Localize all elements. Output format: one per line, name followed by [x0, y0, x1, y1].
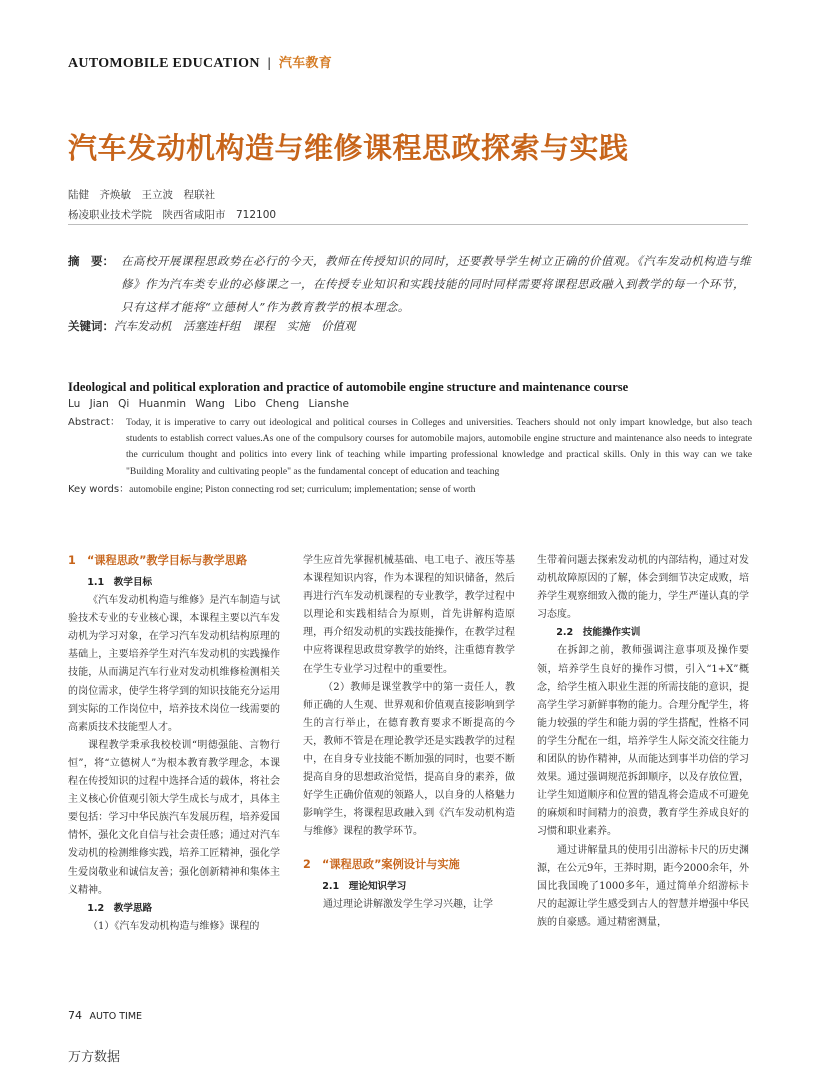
affiliation: 杨凌职业技术学院 陕西省咸阳市 712100 [68, 209, 277, 221]
article-title: 汽车发动机构造与维修课程思政探索与实践 [68, 131, 629, 165]
paragraph: （1）《汽车发动机构造与维修》课程的 [88, 920, 260, 932]
paragraph: 通过讲解量具的使用引出游标卡尺的历史渊源，在公元9年，王莽时期，距今2000余年，外国比我国晚了1000多年，通过简单介绍游标卡尺的起源让学生感受到古人的智慧并增强中华民族的自豪感。通过精密测量， [537, 844, 749, 928]
page-footer [68, 1009, 142, 1022]
paragraph: 生带着问题去探索发动机的内部结构，通过对发动机故障原因的了解，体会到细节决定成败，培养学生观察细致入微的能力，学生严谨认真的学习态度。 [537, 555, 749, 621]
body-column-1 [68, 552, 280, 936]
page-number: 74 [68, 1009, 82, 1022]
keywords-en-label: Key words： [68, 484, 130, 495]
paragraph: 在拆卸之前，教师强调注意事项及操作要领，培养学生良好的操作习惯，引入“1+X”概念，给学生植入职业生涯的所需技能的意识，提高学生学习新鲜事物的能力。合理分配学生，将能力较强的学生和能力弱的学生搭配，性格不同的学生分配在一组，培养学生人际交流交往能力和团队的协作精神，从而能达到事半功倍的学习效果。通过强调规范拆卸顺序，以及存放位置，让学生知道顺序和位置的错乱将会造成不可避免的麻烦和时间精力的浪费，教育学生养成良好的习惯和职业素养。 [537, 645, 749, 838]
body-column-2 [303, 552, 515, 914]
english-authors: Lu Jian Qi Huanmin Wang Libo Cheng Lianshe [68, 398, 349, 410]
abstract-cn-text: 在高校开展课程思政势在必行的今天，教师在传授知识的同时，还要教导学生树立正确的价值观。《汽车发动机构造与维修》作为汽车类专业的必修课之一，在传授专业知识和实践技能的同时同样需要将课程思政融入到教学的每一个环节，只有这样才能将“立德树人”作为教育教学的根本理念。 [121, 254, 752, 314]
section-heading-1: 1 “课程思政”教学目标与教学思路 [68, 554, 248, 567]
keywords-en-text: automobile engine; Piston connecting rod set; curriculum; implementation; sense of worth [129, 484, 476, 495]
paragraph: 通过理论讲解激发学生学习兴趣，让学 [323, 898, 493, 910]
keywords-cn [68, 318, 356, 334]
body-column-3 [537, 552, 749, 932]
abstract-cn-label: 摘 要： [68, 254, 114, 268]
paragraph: 课程教学秉承我校校训“明德强能、言物行恒”，将“立德树人”为根本教育教学理念，本课程在传授知识的过程中选择合适的载体，将社会主义核心价值观引领大学生成长与成才，具体主要包括：学习中华民族汽车发展历程，培养爱国情怀，强化文化自信与社会责任感；通过对汽车发动机的检测维修实践，培养工匠精神，强化学生爱岗敬业和诚信友善；强化创新精神和集体主义精神。 [68, 739, 280, 896]
section-heading-2: 2 “课程思政”案例设计与实施 [303, 857, 460, 871]
header-en: AUTOMOBILE EDUCATION [68, 56, 260, 71]
author-list: 陆健 齐焕敏 王立波 程联社 [68, 189, 215, 201]
header-divider [68, 224, 748, 225]
abstract-en-text: Today, it is imperative to carry out ideological and political courses in Colleges and universities. Teachers should not only impart knowledge, but also teach students to establish correct values.As one of the compulsory courses for automobile majors, automobile engine structure and maintenance also needs to integrate the curriculum thought and politics into every link of teaching while imparting professional knowledge and practical skills. Only in this way can we take "Building Morality and cultivating people" as the fundamental concept of education and teaching [126, 417, 752, 477]
paragraph: （2）教师是课堂教学中的第一责任人，教师正确的人生观、世界观和价值观直接影响到学生的言行举止，在德育教育要求不断提高的今天，教师不管是在理论教学还是实践教学的过程中，在自身专业技能不断加强的同时，也要不断提高自身的思想政治觉悟，提高自身的素养，做好学生正确价值观的领路人，以自身的人格魅力影响学生，将课程思政融入到《汽车发动机构造与维修》课程的教学环节。 [303, 681, 515, 838]
abstract-en [68, 415, 752, 480]
header-separator: | [267, 56, 271, 71]
keywords-cn-label: 关键词： [68, 319, 114, 333]
keywords-en [68, 480, 475, 495]
keywords-cn-text: 汽车发动机 活塞连杆组 课程 实施 价值观 [114, 319, 356, 333]
abstract-en-label: Abstract： [68, 417, 120, 428]
abstract-cn [68, 250, 754, 319]
watermark: 万方数据 [68, 1050, 121, 1065]
paragraph: 学生应首先掌握机械基础、电工电子、液压等基本课程知识内容，作为本课程的知识储备，然后再进行汽车发动机课程的专业教学，教学过程中以理论和实践相结合为原则，首先讲解构造原理，再介绍发动机的实践技能操作，在教学过程中应将课程思政贯穿教学的始终，注重德育教学在学生专业学习过程中的重要性。 [303, 555, 515, 675]
subsection-heading-1-1: 1.1 教学目标 [87, 577, 153, 588]
subsection-heading-2-1: 2.1 理论知识学习 [322, 880, 407, 892]
header-cn: 汽车教育 [278, 56, 333, 71]
paragraph: 《汽车发动机构造与维修》是汽车制造与试验技术专业的专业核心课，本课程主要以汽车发动机为学习对象，在学习汽车发动机结构原理的基础上，主要培养学生对汽车发动机的实践操作技能，从而满足汽车行业对发动机维修检测相关的岗位需求，使学生将学到的知识技能充分运用到实际的工作岗位中，培养技术岗位一线需要的高素质技术技能型人才。 [68, 595, 280, 733]
journal-name: AUTO TIME [89, 1011, 143, 1022]
english-title: Ideological and political exploration and practice of automobile engine structure and maintenance course [68, 380, 629, 394]
subsection-heading-1-2: 1.2 教学思路 [87, 902, 153, 914]
running-header [68, 52, 332, 72]
subsection-heading-2-2: 2.2 技能操作实训 [556, 627, 641, 639]
